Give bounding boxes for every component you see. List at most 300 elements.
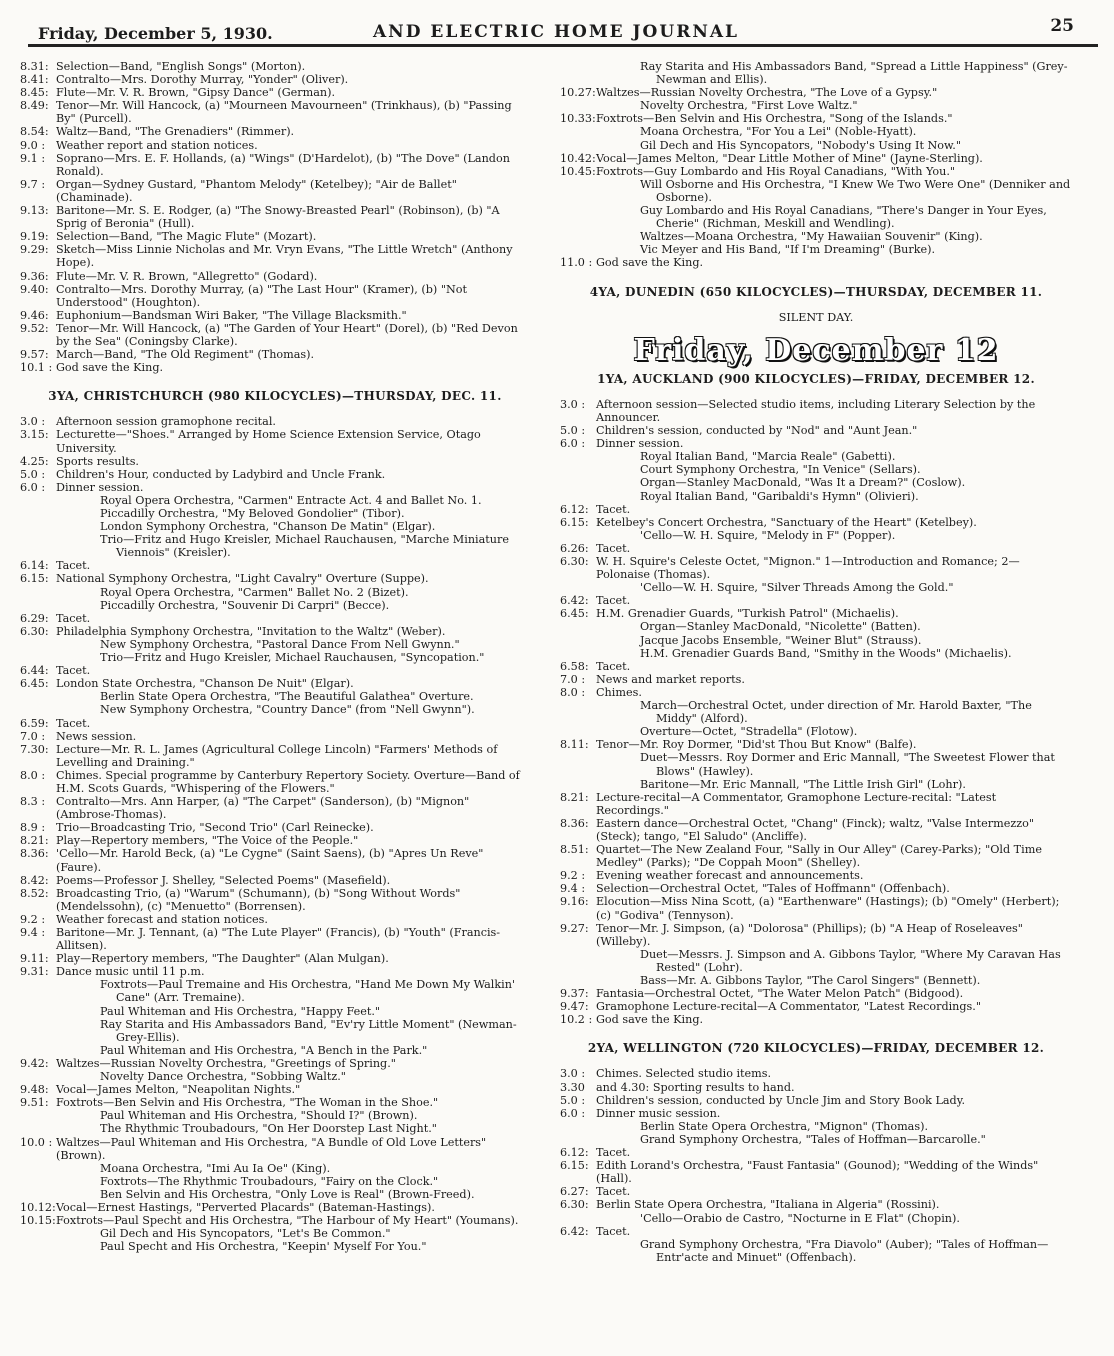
sub-item-block xyxy=(560,751,1072,790)
programme-item: Trio—Fritz and Hugo Kreisler, Michael Rauchausen, "Syncopation." xyxy=(100,651,485,665)
programme-item: Royal Italian Band, "Marcia Reale" (Gabetti). xyxy=(640,450,896,464)
entry-text: Ketelbey's Concert Orchestra, "Sanctuary of the Heart" (Ketelbey). xyxy=(596,515,977,529)
schedule-entry xyxy=(560,516,1072,529)
entry-text: Euphonium—Bandsman Wiri Baker, "The Village Blacksmith." xyxy=(56,308,407,322)
schedule-block xyxy=(560,86,1072,99)
programme-item: The Rhythmic Troubadours, "On Her Doorstep Last Night." xyxy=(100,1122,437,1136)
sub-item-block xyxy=(20,1109,530,1135)
sub-item-block xyxy=(560,450,1072,502)
entry-text: Organ—Sydney Gustard, "Phantom Melody" (Ketelbey); "Air de Ballet" (Chaminade). xyxy=(56,177,457,204)
entry-text: God save the King. xyxy=(596,1013,704,1027)
sub-item-block xyxy=(560,1120,1072,1146)
programme-item: Foxtrots—Paul Tremaine and His Orchestra, "Hand Me Down My Walkin' Cane" (Arr. Tremaine). xyxy=(100,978,516,1005)
entry-text: Lecturette—"Shoes." Arranged by Home Science Extension Service, Otago University. xyxy=(56,428,481,455)
entry-text: News session. xyxy=(56,729,137,743)
entry-text: Afternoon session—Selected studio items, including Literary Selection by the Announcer. xyxy=(596,397,1036,424)
entry-time: 9.37: xyxy=(560,987,589,1001)
entry-text: Broadcasting Trio, (a) "Warum" (Schumann), (b) "Song Without Words" (Mendelssohn), (c) "Menuetto" (Borrensen). xyxy=(56,886,461,913)
entry-text: Dinner session. xyxy=(596,437,684,451)
schedule-entry xyxy=(560,791,1072,817)
programme-item: Duet—Messrs. Roy Dormer and Eric Mannall, "The Sweetest Flower that Blows" (Hawley). xyxy=(640,751,1055,778)
sub-item-block xyxy=(20,1227,530,1253)
programme-item: Foxtrots—The Rhythmic Troubadours, "Fairy on the Clock." xyxy=(100,1174,439,1188)
entry-time: 6.0 : xyxy=(560,437,586,451)
programme-item: Grand Symphony Orchestra, "Tales of Hoffman—Barcarolle." xyxy=(640,1132,986,1146)
schedule-entry xyxy=(560,987,1072,1000)
schedule-entry xyxy=(20,455,530,468)
schedule-entry xyxy=(560,1013,1072,1026)
programme-item: Ray Starita and His Ambassadors Band, "Ev'ry Little Moment" (Newman-Grey-Ellis). xyxy=(100,1017,517,1044)
entry-time: 9.57: xyxy=(20,348,49,362)
entry-text: Flute—Mr. V. R. Brown, "Gipsy Dance" (German). xyxy=(56,86,336,100)
entry-text: Eastern dance—Orchestral Octet, "Chang" (Finck); waltz, "Valse Intermezzo" (Steck); tango, "El Saludo" (Ancliffe). xyxy=(596,816,1035,843)
programme-item: Waltzes—Moana Orchestra, "My Hawaiian Souvenir" (King). xyxy=(640,230,983,244)
schedule-entry xyxy=(20,730,530,743)
schedule-entry xyxy=(20,243,530,269)
schedule-entry xyxy=(20,1083,530,1096)
entry-time: 9.40: xyxy=(20,282,49,296)
schedule-entry xyxy=(560,1146,1072,1159)
programme-item: 'Cello—Orabio de Castro, "Nocturne in E Flat" (Chopin). xyxy=(640,1211,960,1225)
entry-time: 6.30: xyxy=(560,1198,589,1212)
entry-text: Tacet. xyxy=(56,611,91,625)
entry-time: 6.26: xyxy=(560,541,589,555)
entry-text: H.M. Grenadier Guards, "Turkish Patrol" (Michaelis). xyxy=(596,607,899,621)
schedule-entry xyxy=(20,309,530,322)
schedule-entry xyxy=(20,139,530,152)
entry-text: Evening weather forecast and announcements. xyxy=(596,869,864,883)
entry-time: 10.27: xyxy=(560,86,596,100)
entry-text: Vocal—James Melton, "Neapolitan Nights." xyxy=(56,1083,301,1097)
entry-time: 7.30: xyxy=(20,742,49,756)
programme-item: Royal Italian Band, "Garibaldi's Hymn" (Olivieri). xyxy=(640,489,919,503)
schedule-entry xyxy=(560,869,1072,882)
schedule-entry xyxy=(560,437,1072,450)
schedule-entry xyxy=(560,1067,1072,1080)
schedule-entry xyxy=(20,1136,530,1162)
schedule-block xyxy=(560,660,1072,699)
schedule-entry xyxy=(20,1057,530,1070)
entry-text: Weather report and station notices. xyxy=(56,138,258,152)
journal-title: AND ELECTRIC HOME JOURNAL xyxy=(372,22,740,42)
schedule-entry xyxy=(20,152,530,178)
entry-text: Children's Hour, conducted by Ladybird and Uncle Frank. xyxy=(56,467,386,481)
entry-text: Vocal—James Melton, "Dear Little Mother of Mine" (Jayne-Sterling). xyxy=(596,151,983,165)
programme-item: Court Symphony Orchestra, "In Venice" (Sellars). xyxy=(640,463,921,477)
entry-time: 8.31: xyxy=(20,60,49,73)
sub-item-block xyxy=(20,494,530,559)
entry-text: Foxtrots—Guy Lombardo and His Royal Canadians, "With You." xyxy=(596,164,956,178)
programme-item: Moana Orchestra, "Imi Au Ia Oe" (King). xyxy=(100,1161,331,1175)
entry-text: Edith Lorand's Orchestra, "Faust Fantasia" (Gounod); "Wedding of the Winds" (Hall). xyxy=(596,1159,1039,1186)
entry-text: Waltzes—Russian Novelty Orchestra, "The Love of a Gypsy." xyxy=(596,86,938,100)
entry-time: 8.11: xyxy=(560,738,589,752)
entry-text: W. H. Squire's Celeste Octet, "Mignon." 1—Introduction and Romance; 2—Polonaise (Thomas). xyxy=(596,555,1020,582)
programme-item: Duet—Messrs. J. Simpson and A. Gibbons Taylor, "Where My Caravan Has Rested" (Lohr). xyxy=(640,947,1061,974)
programme-item: Piccadilly Orchestra, "My Beloved Gondolier" (Tibor). xyxy=(100,507,405,520)
entry-time: 6.15: xyxy=(20,572,49,586)
programme-item: Guy Lombardo and His Royal Canadians, "There's Danger in Your Eyes, Cherie" (Richman, Meskill and Wendling). xyxy=(640,204,1047,231)
entry-text: God save the King. xyxy=(56,361,164,375)
programme-item: Grand Symphony Orchestra, "Fra Diavolo" (Auber); "Tales of Hoffman—Entr'acte and Minuet" (Offenbach). xyxy=(640,1237,1049,1264)
entry-text: Foxtrots—Ben Selvin and His Orchestra, "Song of the Islands." xyxy=(596,112,953,126)
schedule-block xyxy=(560,503,1072,529)
entry-time: 9.52: xyxy=(20,321,49,335)
entry-time: 3.0 : xyxy=(20,415,46,429)
entry-text: Sketch—Miss Linnie Nicholas and Mr. Vryn Evans, "The Little Wretch" (Anthony Hope). xyxy=(56,243,513,270)
sub-item-block xyxy=(560,529,1072,542)
entry-text: Chimes. xyxy=(596,685,642,699)
programme-item: New Symphony Orchestra, "Pastoral Dance From Nell Gwynn." xyxy=(100,637,460,651)
entry-text: and 4.30: Sporting results to hand. xyxy=(596,1080,795,1094)
entry-time: 6.42: xyxy=(560,594,589,608)
entry-text: Children's session, conducted by "Nod" and "Aunt Jean." xyxy=(596,424,918,438)
entry-time: 6.59: xyxy=(20,716,49,730)
programme-item: London Symphony Orchestra, "Chanson De Matin" (Elgar). xyxy=(100,520,436,534)
entry-time: 9.48: xyxy=(20,1083,49,1097)
sub-item-block xyxy=(20,690,530,716)
entry-time: 6.29: xyxy=(20,611,49,625)
schedule-block xyxy=(560,256,1072,269)
entry-text: Tacet. xyxy=(596,659,631,673)
entry-text: Tenor—Mr. Will Hancock, (a) "The Garden of Your Heart" (Dorel), (b) "Red Devon by the Sea" (Coningsby Clarke). xyxy=(56,321,518,348)
schedule-entry xyxy=(560,817,1072,843)
entry-time: 8.54: xyxy=(20,125,49,139)
entry-time: 10.33: xyxy=(560,112,596,126)
entry-time: 9.31: xyxy=(20,965,49,979)
programme-item: Overture—Octet, "Stradella" (Flotow). xyxy=(640,725,858,739)
programme-item: Gil Dech and His Syncopators, "Let's Be Common." xyxy=(100,1227,391,1241)
entry-text: Poems—Professor J. Shelley, "Selected Poems" (Masefield). xyxy=(56,873,391,887)
schedule-block xyxy=(20,612,530,638)
schedule-entry xyxy=(20,795,530,821)
schedule-block xyxy=(20,60,530,374)
entry-text: Gramophone Lecture-recital—A Commentator, "Latest Recordings." xyxy=(596,1000,981,1014)
schedule-entry xyxy=(560,738,1072,751)
entry-text: Play—Repertory members, "The Daughter" (Alan Mulgan). xyxy=(56,952,389,966)
schedule-block xyxy=(560,112,1072,125)
entry-time: 9.2 : xyxy=(560,869,586,883)
entry-text: Selection—Band, "The Magic Flute" (Mozart). xyxy=(56,230,317,244)
programme-item: Paul Whiteman and His Orchestra, "Should I?" (Brown). xyxy=(100,1109,418,1123)
entry-time: 4.25: xyxy=(20,454,49,468)
programme-item: H.M. Grenadier Guards Band, "Smithy in the Woods" (Michaelis). xyxy=(640,646,1012,660)
entry-text: Contralto—Mrs. Ann Harper, (a) "The Carpet" (Sanderson), (b) "Mignon" (Ambrose-Thomas). xyxy=(56,795,470,822)
right-column xyxy=(560,60,1072,1264)
sub-item-block xyxy=(560,948,1072,987)
entry-text: Elocution—Miss Nina Scott, (a) "Earthenware" (Hastings); (b) "Omely" (Herbert); (c) "Godiva" (Tennyson). xyxy=(596,895,1060,922)
programme-item: Bass—Mr. A. Gibbons Taylor, "The Carol Singers" (Bennett). xyxy=(640,974,981,987)
entry-time: 7.0 : xyxy=(560,672,586,686)
entry-time: 9.4 : xyxy=(560,882,586,896)
station-heading-christchurch: 3YA, CHRISTCHURCH (980 KILOCYCLES)—THURSDAY, DEC. 11. xyxy=(48,389,502,404)
entry-text: Flute—Mr. V. R. Brown, "Allegretto" (Godard). xyxy=(56,269,318,283)
programme-item: 'Cello—W. H. Squire, "Melody in F" (Popper). xyxy=(640,528,896,542)
entry-text: Tacet. xyxy=(56,559,91,573)
programme-item: 'Cello—W. H. Squire, "Silver Threads Among the Gold." xyxy=(640,581,954,595)
entry-time: 10.42: xyxy=(560,151,596,165)
sub-item-block xyxy=(560,620,1072,659)
schedule-entry xyxy=(20,965,530,978)
programme-item: Berlin State Opera Orchestra, "The Beautiful Galathea" Overture. xyxy=(100,690,474,704)
entry-time: 9.13: xyxy=(20,204,49,218)
sub-item-block xyxy=(560,1238,1072,1264)
entry-time: 6.58: xyxy=(560,659,589,673)
schedule-entry xyxy=(560,673,1072,686)
schedule-entry xyxy=(560,542,1072,555)
schedule-entry xyxy=(20,1214,530,1227)
entry-text: God save the King. xyxy=(596,256,704,270)
schedule-entry xyxy=(20,572,530,585)
entry-time: 9.36: xyxy=(20,269,49,283)
entry-time: 8.9 : xyxy=(20,821,46,835)
schedule-entry xyxy=(560,398,1072,424)
schedule-entry xyxy=(560,660,1072,673)
sub-item-block xyxy=(20,638,530,664)
schedule-block xyxy=(560,398,1072,450)
entry-time: 8.0 : xyxy=(20,768,46,782)
schedule-entry xyxy=(560,1225,1072,1238)
schedule-entry xyxy=(20,348,530,361)
entry-time: 6.44: xyxy=(20,664,49,678)
schedule-entry xyxy=(20,952,530,965)
entry-time: 8.42: xyxy=(20,873,49,887)
schedule-block xyxy=(20,1201,530,1227)
station-heading-auckland: 1YA, AUCKLAND (900 KILOCYCLES)—FRIDAY, DECEMBER 12. xyxy=(597,371,1035,386)
entry-time: 8.3 : xyxy=(20,795,46,809)
entry-text: Dinner session. xyxy=(56,480,144,494)
sub-item-block xyxy=(560,60,1072,86)
entry-time: 8.41: xyxy=(20,73,49,87)
schedule-entry xyxy=(20,913,530,926)
schedule-block xyxy=(560,594,1072,620)
schedule-entry xyxy=(20,1201,530,1214)
entry-time: 8.36: xyxy=(560,816,589,830)
schedule-entry xyxy=(560,607,1072,620)
schedule-entry xyxy=(20,874,530,887)
schedule-entry xyxy=(20,559,530,572)
schedule-entry xyxy=(560,895,1072,921)
schedule-entry xyxy=(20,926,530,952)
entry-text: March—Band, "The Old Regiment" (Thomas). xyxy=(56,348,315,362)
entry-text: 'Cello—Mr. Harold Beck, (a) "Le Cygne" (Saint Saens), (b) "Apres Un Reve" (Faure). xyxy=(56,847,484,874)
sub-item-block xyxy=(560,125,1072,151)
entry-time: 8.49: xyxy=(20,99,49,113)
entry-time: 6.42: xyxy=(560,1224,589,1238)
schedule-entry xyxy=(20,769,530,795)
schedule-entry xyxy=(20,73,530,86)
schedule-entry xyxy=(560,1081,1072,1094)
entry-time: 3.0 : xyxy=(560,1067,586,1081)
entry-time: 6.30: xyxy=(20,624,49,638)
schedule-block xyxy=(560,987,1072,1026)
entry-time: 6.0 : xyxy=(560,1106,586,1120)
silent-day-note: SILENT DAY. xyxy=(778,310,854,324)
entry-text: Chimes. Special programme by Canterbury Repertory Society. Overture—Band of H.M. Scots Guards, "Whispering of the Flowers." xyxy=(56,768,520,795)
schedule-entry xyxy=(20,415,530,428)
schedule-entry xyxy=(20,60,530,73)
entry-time: 9.1 : xyxy=(20,151,46,165)
schedule-entry xyxy=(20,361,530,374)
entry-time: 6.30: xyxy=(560,555,589,568)
page-number: 25 xyxy=(1050,16,1074,36)
entry-time: 6.12: xyxy=(560,1146,589,1160)
entry-text: Dance music until 11 p.m. xyxy=(56,965,205,979)
issue-date: Friday, December 5, 1930. xyxy=(38,24,273,43)
entry-time: 5.0 : xyxy=(20,467,46,481)
entry-text: Selection—Band, "English Songs" (Morton). xyxy=(56,60,306,73)
schedule-entry xyxy=(20,322,530,348)
programme-item: Ben Selvin and His Orchestra, "Only Love is Real" (Brown-Freed). xyxy=(100,1187,475,1201)
entry-text: Dinner music session. xyxy=(596,1106,721,1120)
schedule-entry xyxy=(20,270,530,283)
page-header xyxy=(38,16,1074,42)
schedule-entry xyxy=(560,1000,1072,1013)
programme-item: Vic Meyer and His Band, "If I'm Dreaming" (Burke). xyxy=(640,243,936,257)
entry-time: 9.19: xyxy=(20,230,49,244)
schedule-entry xyxy=(20,677,530,690)
schedule-entry xyxy=(20,612,530,625)
schedule-entry xyxy=(560,112,1072,125)
programme-item: Novelty Orchestra, "First Love Waltz." xyxy=(640,99,858,113)
schedule-block xyxy=(20,415,530,494)
schedule-block xyxy=(560,152,1072,178)
entry-text: Fantasia—Orchestral Octet, "The Water Melon Patch" (Bidgood). xyxy=(596,987,964,1001)
entry-text: Tacet. xyxy=(596,594,631,608)
entry-time: 6.45: xyxy=(560,607,589,621)
entry-time: 6.27: xyxy=(560,1185,589,1199)
entry-text: Baritone—Mr. J. Tennant, (a) "The Lute Player" (Francis), (b) "Youth" (Francis-Allitsen). xyxy=(56,926,501,953)
entry-time: 10.2 : xyxy=(560,1013,593,1027)
entry-text: Contralto—Mrs. Dorothy Murray, (a) "The Last Hour" (Kramer), (b) "Not Understood" (Houghton). xyxy=(56,282,467,309)
programme-item: Paul Whiteman and His Orchestra, "Happy Feet." xyxy=(100,1004,381,1018)
entry-text: Children's session, conducted by Uncle Jim and Story Book Lady. xyxy=(596,1093,966,1107)
schedule-entry xyxy=(20,717,530,730)
entry-text: Baritone—Mr. S. E. Rodger, (a) "The Snowy-Breasted Pearl" (Robinson), (b) "A Sprig of Beronia" (Hull). xyxy=(56,204,500,231)
entry-text: Foxtrots—Paul Specht and His Orchestra, "The Harbour of My Heart" (Youmans). xyxy=(56,1214,519,1228)
entry-text: Waltz—Band, "The Grenadiers" (Rimmer). xyxy=(56,125,295,139)
schedule-block xyxy=(20,664,530,690)
entry-time: 9.27: xyxy=(560,921,589,935)
header-rule xyxy=(28,44,1098,47)
programme-item: Royal Opera Orchestra, "Carmen" Ballet No. 2 (Bizet). xyxy=(100,585,409,599)
schedule-entry xyxy=(560,594,1072,607)
entry-text: Tacet. xyxy=(596,1224,631,1238)
schedule-entry xyxy=(20,204,530,230)
entry-time: 8.51: xyxy=(560,843,589,857)
entry-time: 6.45: xyxy=(20,677,49,691)
schedule-entry xyxy=(560,686,1072,699)
entry-text: Tenor—Mr. Roy Dormer, "Did'st Thou But Know" (Balfe). xyxy=(596,738,917,752)
entry-text: Afternoon session gramophone recital. xyxy=(56,415,276,429)
sub-item-block xyxy=(20,586,530,612)
entry-text: Tacet. xyxy=(596,541,631,555)
schedule-entry xyxy=(560,1107,1072,1120)
schedule-block xyxy=(20,717,530,979)
entry-text: Chimes. Selected studio items. xyxy=(596,1067,772,1081)
schedule-entry xyxy=(560,256,1072,269)
entry-time: 10.45: xyxy=(560,164,596,178)
programme-item: Berlin State Opera Orchestra, "Mignon" (Thomas). xyxy=(640,1119,929,1133)
entry-time: 3.15: xyxy=(20,428,49,442)
schedule-entry xyxy=(20,468,530,481)
entry-time: 8.45: xyxy=(20,86,49,100)
programme-item: Gil Dech and His Syncopators, "Nobody's Using It Now." xyxy=(640,138,961,152)
entry-time: 10.15: xyxy=(20,1214,56,1228)
entry-time: 8.0 : xyxy=(560,685,586,699)
entry-time: 8.21: xyxy=(20,834,49,848)
entry-time: 10.0 : xyxy=(20,1135,53,1149)
schedule-entry xyxy=(560,922,1072,948)
sub-item-block xyxy=(20,1070,530,1083)
entry-time: 3.0 : xyxy=(560,397,586,411)
schedule-entry xyxy=(20,743,530,769)
schedule-entry xyxy=(20,481,530,494)
entry-time: 9.7 : xyxy=(20,177,46,191)
schedule-entry xyxy=(560,1094,1072,1107)
schedule-block xyxy=(20,1136,530,1162)
entry-text: Philadelphia Symphony Orchestra, "Invitation to the Waltz" (Weber). xyxy=(56,624,446,638)
entry-text: Lecture-recital—A Commentator, Gramophone Lecture-recital: "Latest Recordings." xyxy=(596,790,997,817)
entry-time: 9.4 : xyxy=(20,926,46,939)
entry-text: Vocal—Ernest Hastings, "Perverted Placards" (Bateman-Hastings). xyxy=(56,1200,435,1214)
schedule-entry xyxy=(20,821,530,834)
entry-time: 6.15: xyxy=(560,1159,589,1173)
programme-item: Piccadilly Orchestra, "Souvenir Di Carpri" (Becce). xyxy=(100,598,390,612)
entry-time: 8.52: xyxy=(20,886,49,900)
entry-text: Tacet. xyxy=(596,502,631,516)
schedule-block xyxy=(20,1083,530,1109)
entry-time: 8.21: xyxy=(560,790,589,804)
schedule-entry xyxy=(560,424,1072,437)
schedule-entry xyxy=(20,230,530,243)
entry-time: 6.14: xyxy=(20,559,49,573)
schedule-entry xyxy=(20,99,530,125)
entry-time: 7.0 : xyxy=(20,729,46,743)
entry-text: National Symphony Orchestra, "Light Cavalry" Overture (Suppe). xyxy=(56,572,429,586)
entry-time: 9.42: xyxy=(20,1056,49,1070)
entry-text: Quartet—The New Zealand Four, "Sally in Our Alley" (Carey-Parks); "Old Time Medley" (Parks); "De Coppah Moon" (Shelley). xyxy=(596,843,1042,870)
programme-item: Jacque Jacobs Ensemble, "Weiner Blut" (Strauss). xyxy=(640,633,922,647)
schedule-entry xyxy=(560,86,1072,99)
schedule-entry xyxy=(560,165,1072,178)
entry-text: Berlin State Opera Orchestra, "Italiana in Algeria" (Rossini). xyxy=(596,1198,940,1212)
entry-time: 6.0 : xyxy=(20,480,46,494)
entry-text: Waltzes—Paul Whiteman and His Orchestra, "A Bundle of Old Love Letters" (Brown). xyxy=(56,1135,487,1162)
sub-item-block xyxy=(20,978,530,1057)
schedule-block xyxy=(20,559,530,585)
entry-time: 9.51: xyxy=(20,1096,49,1110)
schedule-entry xyxy=(20,625,530,638)
programme-item: Baritone—Mr. Eric Mannall, "The Little Irish Girl" (Lohr). xyxy=(640,777,966,791)
schedule-entry xyxy=(20,834,530,847)
entry-time: 5.0 : xyxy=(560,424,586,438)
schedule-block xyxy=(560,542,1072,581)
entry-text: Trio—Broadcasting Trio, "Second Trio" (Carl Reinecke). xyxy=(56,821,374,835)
schedule-entry xyxy=(560,1159,1072,1185)
entry-time: 9.16: xyxy=(560,895,589,909)
entry-time: 11.0 : xyxy=(560,256,593,270)
schedule-entry xyxy=(560,1198,1072,1211)
sub-item-block xyxy=(560,699,1072,738)
entry-time: 3.30 xyxy=(560,1080,585,1094)
schedule-block xyxy=(560,791,1072,948)
entry-text: Foxtrots—Ben Selvin and His Orchestra, "The Woman in the Shoe." xyxy=(56,1096,439,1110)
schedule-entry xyxy=(20,178,530,204)
programme-item: Moana Orchestra, "For You a Lei" (Noble-Hyatt). xyxy=(640,125,917,139)
sub-item-block xyxy=(560,178,1072,257)
entry-time: 10.1 : xyxy=(20,361,53,375)
